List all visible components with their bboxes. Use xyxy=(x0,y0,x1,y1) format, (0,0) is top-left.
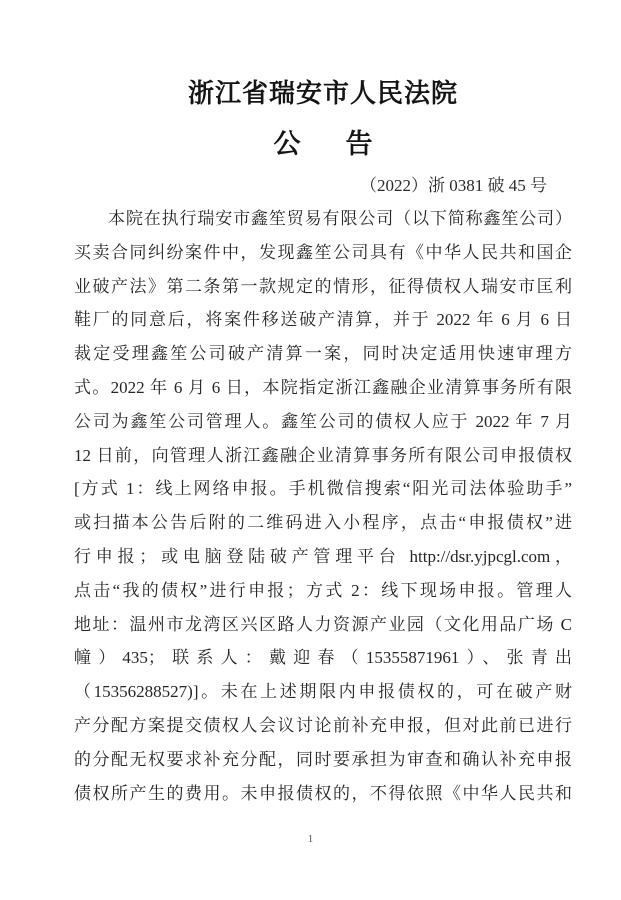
court-name-title: 浙江省瑞安市人民法院 xyxy=(187,79,458,108)
body-line: 的分配无权要求补充分配，同时要承担为审查和确认补充申报 xyxy=(74,749,572,769)
page-number: 1 xyxy=(307,833,314,845)
case-number: （2022）浙 0381 破 45 号 xyxy=(360,176,547,195)
body-line: （15356288527)]。未在上述期限内申报债权的，可在破产财 xyxy=(74,682,572,702)
body-line: [方式 1：线上网络申报。手机微信搜索“阳光司法体验助手” xyxy=(74,479,572,499)
body-line: 买卖合同纠纷案件中，发现鑫笙公司具有《中华人民共和国企 xyxy=(74,242,572,262)
body-line: 业破产法》第二条第一款规定的情形，征得债权人瑞安市匡利 xyxy=(74,276,572,296)
body-line: 或扫描本公告后附的二维码进入小程序，点击“申报债权”进 xyxy=(74,513,572,533)
body-line: 债权所产生的费用。未申报债权的，不得依照《中华人民共和 xyxy=(74,783,572,803)
announcement-title: 公 告 xyxy=(273,129,382,159)
body-line: 行申报；或电脑登陆破产管理平台 http://dsr.yjpcgl.com， xyxy=(74,546,572,566)
announcement-body xyxy=(74,202,572,810)
body-line: 公司为鑫笙公司管理人。鑫笙公司的债权人应于 2022 年 7 月 xyxy=(74,411,572,431)
body-line: 幢）435；联系人：戴迎春（15355871961）、张青出 xyxy=(74,648,572,668)
body-line: 鞋厂的同意后，将案件移送破产清算，并于 2022 年 6 月 6 日 xyxy=(74,310,572,330)
body-line: 12 日前，向管理人浙江鑫融企业清算事务所有限公司申报债权 xyxy=(74,445,572,465)
body-line: 裁定受理鑫笙公司破产清算一案，同时决定适用快速审理方 xyxy=(74,344,572,364)
body-line: 地址：温州市龙湾区兴区路人力资源产业园（文化用品广场 C xyxy=(74,614,572,634)
body-line: 点击“我的债权”进行申报；方式 2：线下现场申报。管理人 xyxy=(74,580,572,600)
body-line: 本院在执行瑞安市鑫笙贸易有限公司（以下简称鑫笙公司） xyxy=(108,209,572,228)
body-line: 产分配方案提交债权人会议讨论前补充申报，但对此前已进行 xyxy=(74,715,572,735)
body-line: 式。2022 年 6 月 6 日，本院指定浙江鑫融企业清算事务所有限 xyxy=(74,377,572,397)
